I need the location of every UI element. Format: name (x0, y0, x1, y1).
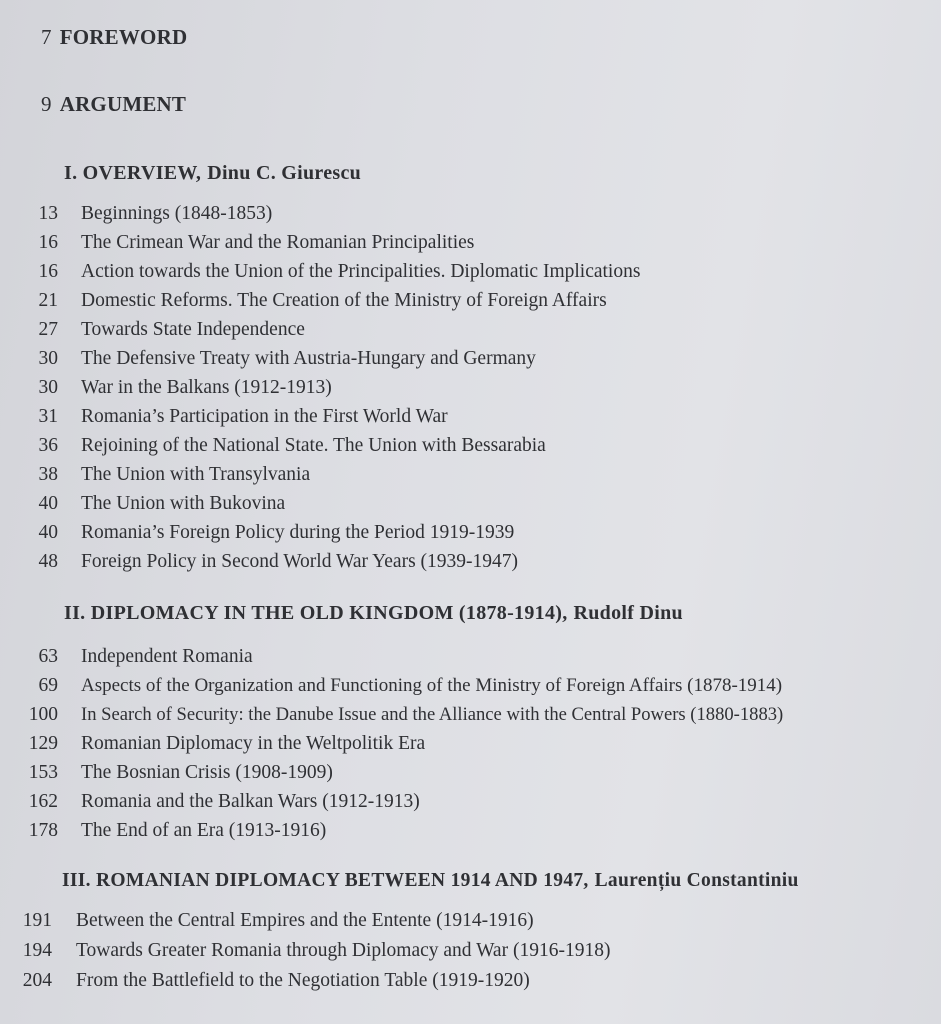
entry-page-number: 27 (38, 319, 58, 340)
toc-entry[interactable] (0, 760, 941, 786)
section-heading-2 (64, 602, 683, 625)
argument-page-number: 9 (41, 92, 52, 116)
entry-title: Domestic Reforms. The Creation of the Ministry of Foreign Affairs (81, 290, 607, 311)
section-title: II. DIPLOMACY IN THE OLD KINGDOM (1878-1914), (64, 602, 568, 624)
toc-entry[interactable] (0, 288, 941, 314)
toc-entry[interactable] (0, 259, 941, 285)
entry-title: Towards State Independence (81, 319, 305, 340)
entry-title: The Union with Bukovina (81, 493, 286, 514)
toc-entry[interactable] (0, 731, 941, 757)
section-heading-3 (62, 870, 799, 892)
toc-entry[interactable] (0, 491, 941, 517)
entry-title: Romanian Diplomacy in the Weltpolitik Era (81, 733, 426, 754)
entry-title: The Bosnian Crisis (1908-1909) (81, 762, 333, 783)
section-heading-1 (64, 162, 361, 185)
toc-entry[interactable] (0, 462, 941, 488)
entry-page-number: 69 (38, 675, 58, 696)
entry-title: Foreign Policy in Second World War Years (1939-1947) (81, 551, 519, 572)
entry-page-number: 16 (38, 232, 58, 253)
entry-title: Between the Central Empires and the Entente (1914-1916) (76, 910, 534, 931)
entry-page-number: 153 (28, 762, 58, 783)
toc-entry[interactable] (0, 818, 941, 844)
toc-entry[interactable] (0, 968, 941, 994)
section-title: III. ROMANIAN DIPLOMACY BETWEEN 1914 AND 1947, (62, 870, 589, 891)
toc-entry[interactable] (0, 908, 941, 934)
toc-entry[interactable] (0, 789, 941, 815)
entry-title: Beginnings (1848-1853) (81, 203, 273, 224)
entry-page-number: 30 (38, 377, 58, 398)
argument-title: ARGUMENT (59, 92, 187, 116)
entry-page-number: 36 (38, 435, 58, 456)
toc-entry[interactable] (0, 404, 941, 430)
entry-page-number: 100 (28, 704, 58, 725)
entry-page-number: 204 (22, 970, 52, 991)
entry-page-number: 178 (28, 820, 58, 841)
entry-title: The Crimean War and the Romanian Principalities (81, 232, 475, 253)
toc-entry[interactable] (0, 549, 941, 575)
entry-page-number: 38 (38, 464, 58, 485)
entry-title: Towards Greater Romania through Diplomacy and War (1916-1918) (76, 940, 611, 961)
entry-title: Romania’s Participation in the First World War (81, 406, 448, 427)
toc-entry[interactable] (0, 317, 941, 343)
entry-page-number: 21 (38, 290, 58, 311)
entry-title: Romania and the Balkan Wars (1912-1913) (81, 791, 420, 812)
toc-argument[interactable] (41, 92, 186, 117)
section-title: I. OVERVIEW, (64, 162, 202, 184)
toc-foreword[interactable] (41, 25, 187, 50)
entry-title: War in the Balkans (1912-1913) (81, 377, 332, 398)
section-author: Laurențiu Constantiniu (594, 870, 799, 891)
entry-title: Romania’s Foreign Policy during the Period 1919-1939 (81, 522, 515, 543)
toc-entry[interactable] (0, 673, 941, 699)
entry-page-number: 30 (38, 348, 58, 369)
toc-entry[interactable] (0, 346, 941, 372)
toc-entry[interactable] (0, 702, 941, 728)
entry-title: The Union with Transylvania (81, 464, 311, 485)
entry-page-number: 191 (22, 910, 52, 931)
entry-page-number: 40 (38, 522, 58, 543)
toc-entry[interactable] (0, 201, 941, 227)
entry-page-number: 162 (28, 791, 58, 812)
entry-title: Action towards the Union of the Principalities. Diplomatic Implications (81, 261, 641, 282)
entry-title: In Search of Security: the Danube Issue and the Alliance with the Central Powers (1880-1883) (81, 704, 784, 725)
toc-entry[interactable] (0, 230, 941, 256)
entry-page-number: 31 (38, 406, 58, 427)
entry-page-number: 40 (38, 493, 58, 514)
entry-page-number: 129 (28, 733, 58, 754)
entry-title: From the Battlefield to the Negotiation Table (1919-1920) (76, 970, 530, 991)
section-author: Dinu C. Giurescu (207, 162, 362, 184)
toc-entry[interactable] (0, 644, 941, 670)
toc-entry[interactable] (0, 938, 941, 964)
toc-entry[interactable] (0, 520, 941, 546)
entry-title: The Defensive Treaty with Austria-Hungary and Germany (81, 348, 536, 369)
foreword-page-number: 7 (41, 25, 52, 49)
foreword-title: FOREWORD (59, 25, 188, 49)
entry-title: Rejoining of the National State. The Union with Bessarabia (81, 435, 546, 456)
toc-entry[interactable] (0, 433, 941, 459)
entry-page-number: 16 (38, 261, 58, 282)
entry-title: Aspects of the Organization and Functioning of the Ministry of Foreign Affairs (1878-1914) (81, 675, 783, 696)
toc-entry[interactable] (0, 375, 941, 401)
entry-title: Independent Romania (81, 646, 253, 667)
entry-title: The End of an Era (1913-1916) (81, 820, 327, 841)
entry-page-number: 13 (38, 203, 58, 224)
section-author: Rudolf Dinu (573, 602, 683, 624)
entry-page-number: 194 (22, 940, 52, 961)
entry-page-number: 63 (38, 646, 58, 667)
entry-page-number: 48 (38, 551, 58, 572)
